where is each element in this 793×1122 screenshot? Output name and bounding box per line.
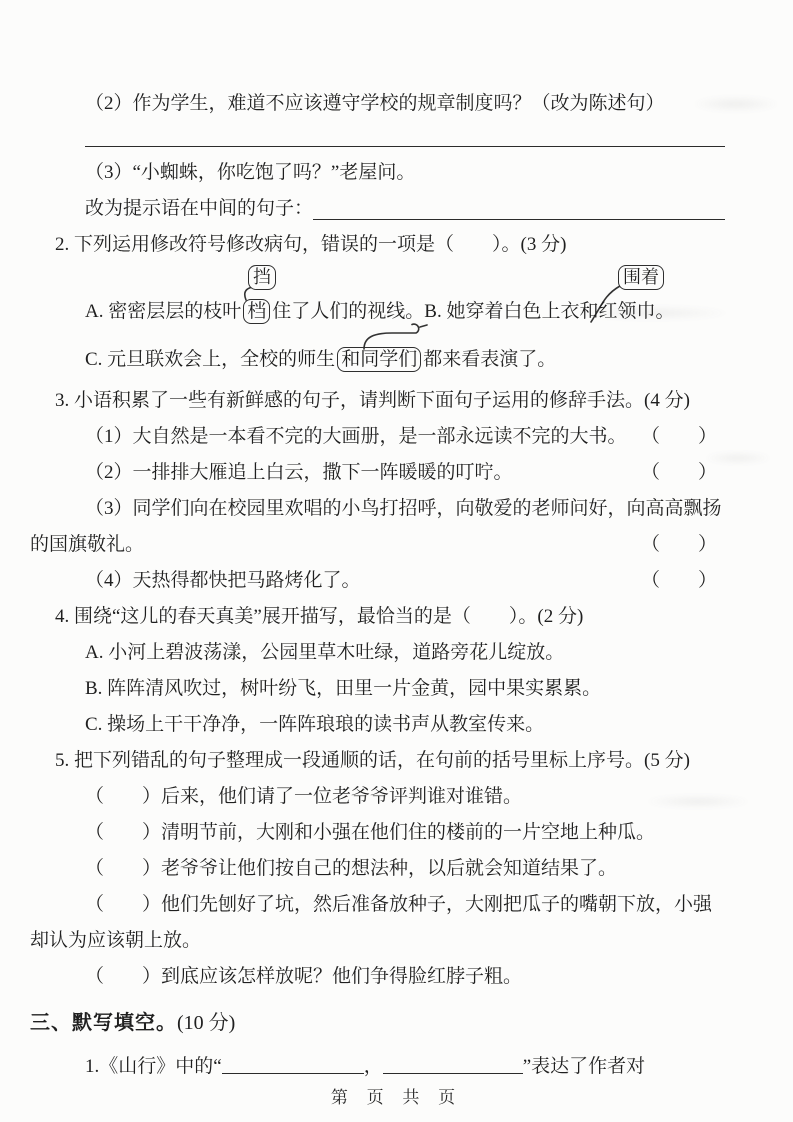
q2-header: 2. 下列运用修改符号修改病句，错误的一项是（ ）。(3 分)	[55, 234, 567, 255]
q5-header: 5. 把下列错乱的句子整理成一段通顺的话，在句前的括号里标上序号。(5 分)	[55, 750, 690, 771]
q1-item3-text: （3）“小蜘蛛，你吃饱了吗？”老屋问。	[85, 162, 416, 183]
q3-item-2-text: （2）一排排大雁追上白云，撒下一阵暖暖的叮咛。	[85, 462, 513, 483]
q4-option-b: B. 阵阵清风吹过，树叶纷飞，田里一片金黄，园中果实累累。	[85, 678, 602, 699]
q2-option-a-prefix: A. 密密层层的枝叶	[85, 301, 242, 322]
section3-q1	[85, 1049, 725, 1085]
q1-item2-text: （2）作为学生，难道不应该遵守学校的规章制度吗？（改为陈述句）	[85, 93, 665, 114]
q4-option-c: C. 操场上干干净净，一阵阵琅琅的读书声从教室传来。	[85, 714, 545, 735]
q1-item3-answer-line	[313, 191, 725, 220]
q1-item2-answer-line	[85, 122, 725, 147]
q3-item-1-answer-paren: （ ）	[640, 426, 717, 447]
q3-item-1-text: （1）大自然是一本看不完的大画册，是一部永远读不完的大书。	[85, 426, 627, 447]
q2-option-a-suffix: 住了人们的视线。	[272, 301, 425, 322]
q3-item-4-text: （4）天热得都快把马路烤化了。	[85, 570, 361, 591]
q2-option-c-prefix: C. 元旦联欢会上，全校的师生	[85, 349, 336, 370]
section3-header-title: 三、默写填空。	[30, 1012, 177, 1034]
correction-bubble-b: 围着	[618, 265, 664, 290]
paper-content	[30, 86, 725, 1085]
q4-option-a: A. 小河上碧波荡漾，公园里草木吐绿，道路旁花儿绽放。	[85, 642, 565, 663]
q2-option-c-boxed-phrase: 和同学们	[337, 347, 421, 372]
q5-item-1: （ ）后来，他们请了一位老爷爷评判谁对谁错。	[85, 786, 523, 807]
q2-option-b-prefix: B. 她穿着白色上衣和	[424, 301, 599, 322]
section3-header-score: (10 分)	[177, 1012, 236, 1034]
q1-item3-prompt-row	[85, 191, 725, 227]
q5-item-4: （ ）他们先刨好了坑，然后准备放种子，大刚把瓜子的嘴朝下放，小强却认为应该朝上放。	[30, 894, 713, 951]
q3-item-4-answer-paren: （ ）	[640, 570, 717, 591]
section3-q1-suffix: ”表达了作者对	[522, 1056, 646, 1077]
q1-item3-prompt: 改为提示语在中间的句子：	[85, 198, 314, 219]
correction-bubble-a: 挡	[248, 265, 276, 290]
q3-item-3	[30, 491, 725, 563]
q5-item-2: （ ）清明节前，大刚和小强在他们住的楼前的一片空地上种瓜。	[85, 822, 656, 843]
q2-option-b-suffix: 红领巾。	[598, 301, 675, 322]
q3-item-1	[85, 419, 725, 455]
section3-q1-blank-2	[383, 1053, 523, 1074]
q2-option-c-suffix: 都来看表演了。	[423, 349, 557, 370]
correction-delete-mark-c	[364, 324, 427, 349]
q3-item-4	[85, 563, 725, 599]
q3-header: 3. 小语积累了一些有新鲜感的句子，请判断下面句子运用的修辞手法。(4 分)	[55, 390, 690, 411]
section3-header	[30, 1005, 725, 1041]
q3-item-2	[85, 455, 725, 491]
section3-q1-comma: ，	[363, 1056, 383, 1077]
q4-header: 4. 围绕“这儿的春天真美”展开描写，最恰当的是（ ）。(2 分)	[55, 606, 584, 627]
q5-item-5: （ ）到底应该怎样放呢？他们争得脸红脖子粗。	[85, 966, 523, 987]
q3-item-3-text: （3）同学们向在校园里欢唱的小鸟打招呼，向敬爱的老师问好，向高高飘扬的国旗敬礼。	[30, 498, 722, 555]
q3-item-2-answer-paren: （ ）	[640, 462, 717, 483]
q3-item-3-answer-paren: （ ）	[640, 534, 717, 555]
section3-q1-blank-1	[222, 1053, 364, 1074]
q2-option-a-boxed-char: 档	[243, 299, 270, 324]
q2-option-c	[85, 347, 556, 373]
section3-q1-prefix: 1.《山行》中的“	[85, 1056, 222, 1077]
q5-item-3: （ ）老爷爷让他们按自己的想法种，以后就会知道结果了。	[85, 858, 618, 879]
page-footer: 第 页 共 页	[330, 1088, 463, 1107]
q2-correction-figure	[30, 263, 725, 377]
q2-options-ab	[85, 299, 674, 325]
